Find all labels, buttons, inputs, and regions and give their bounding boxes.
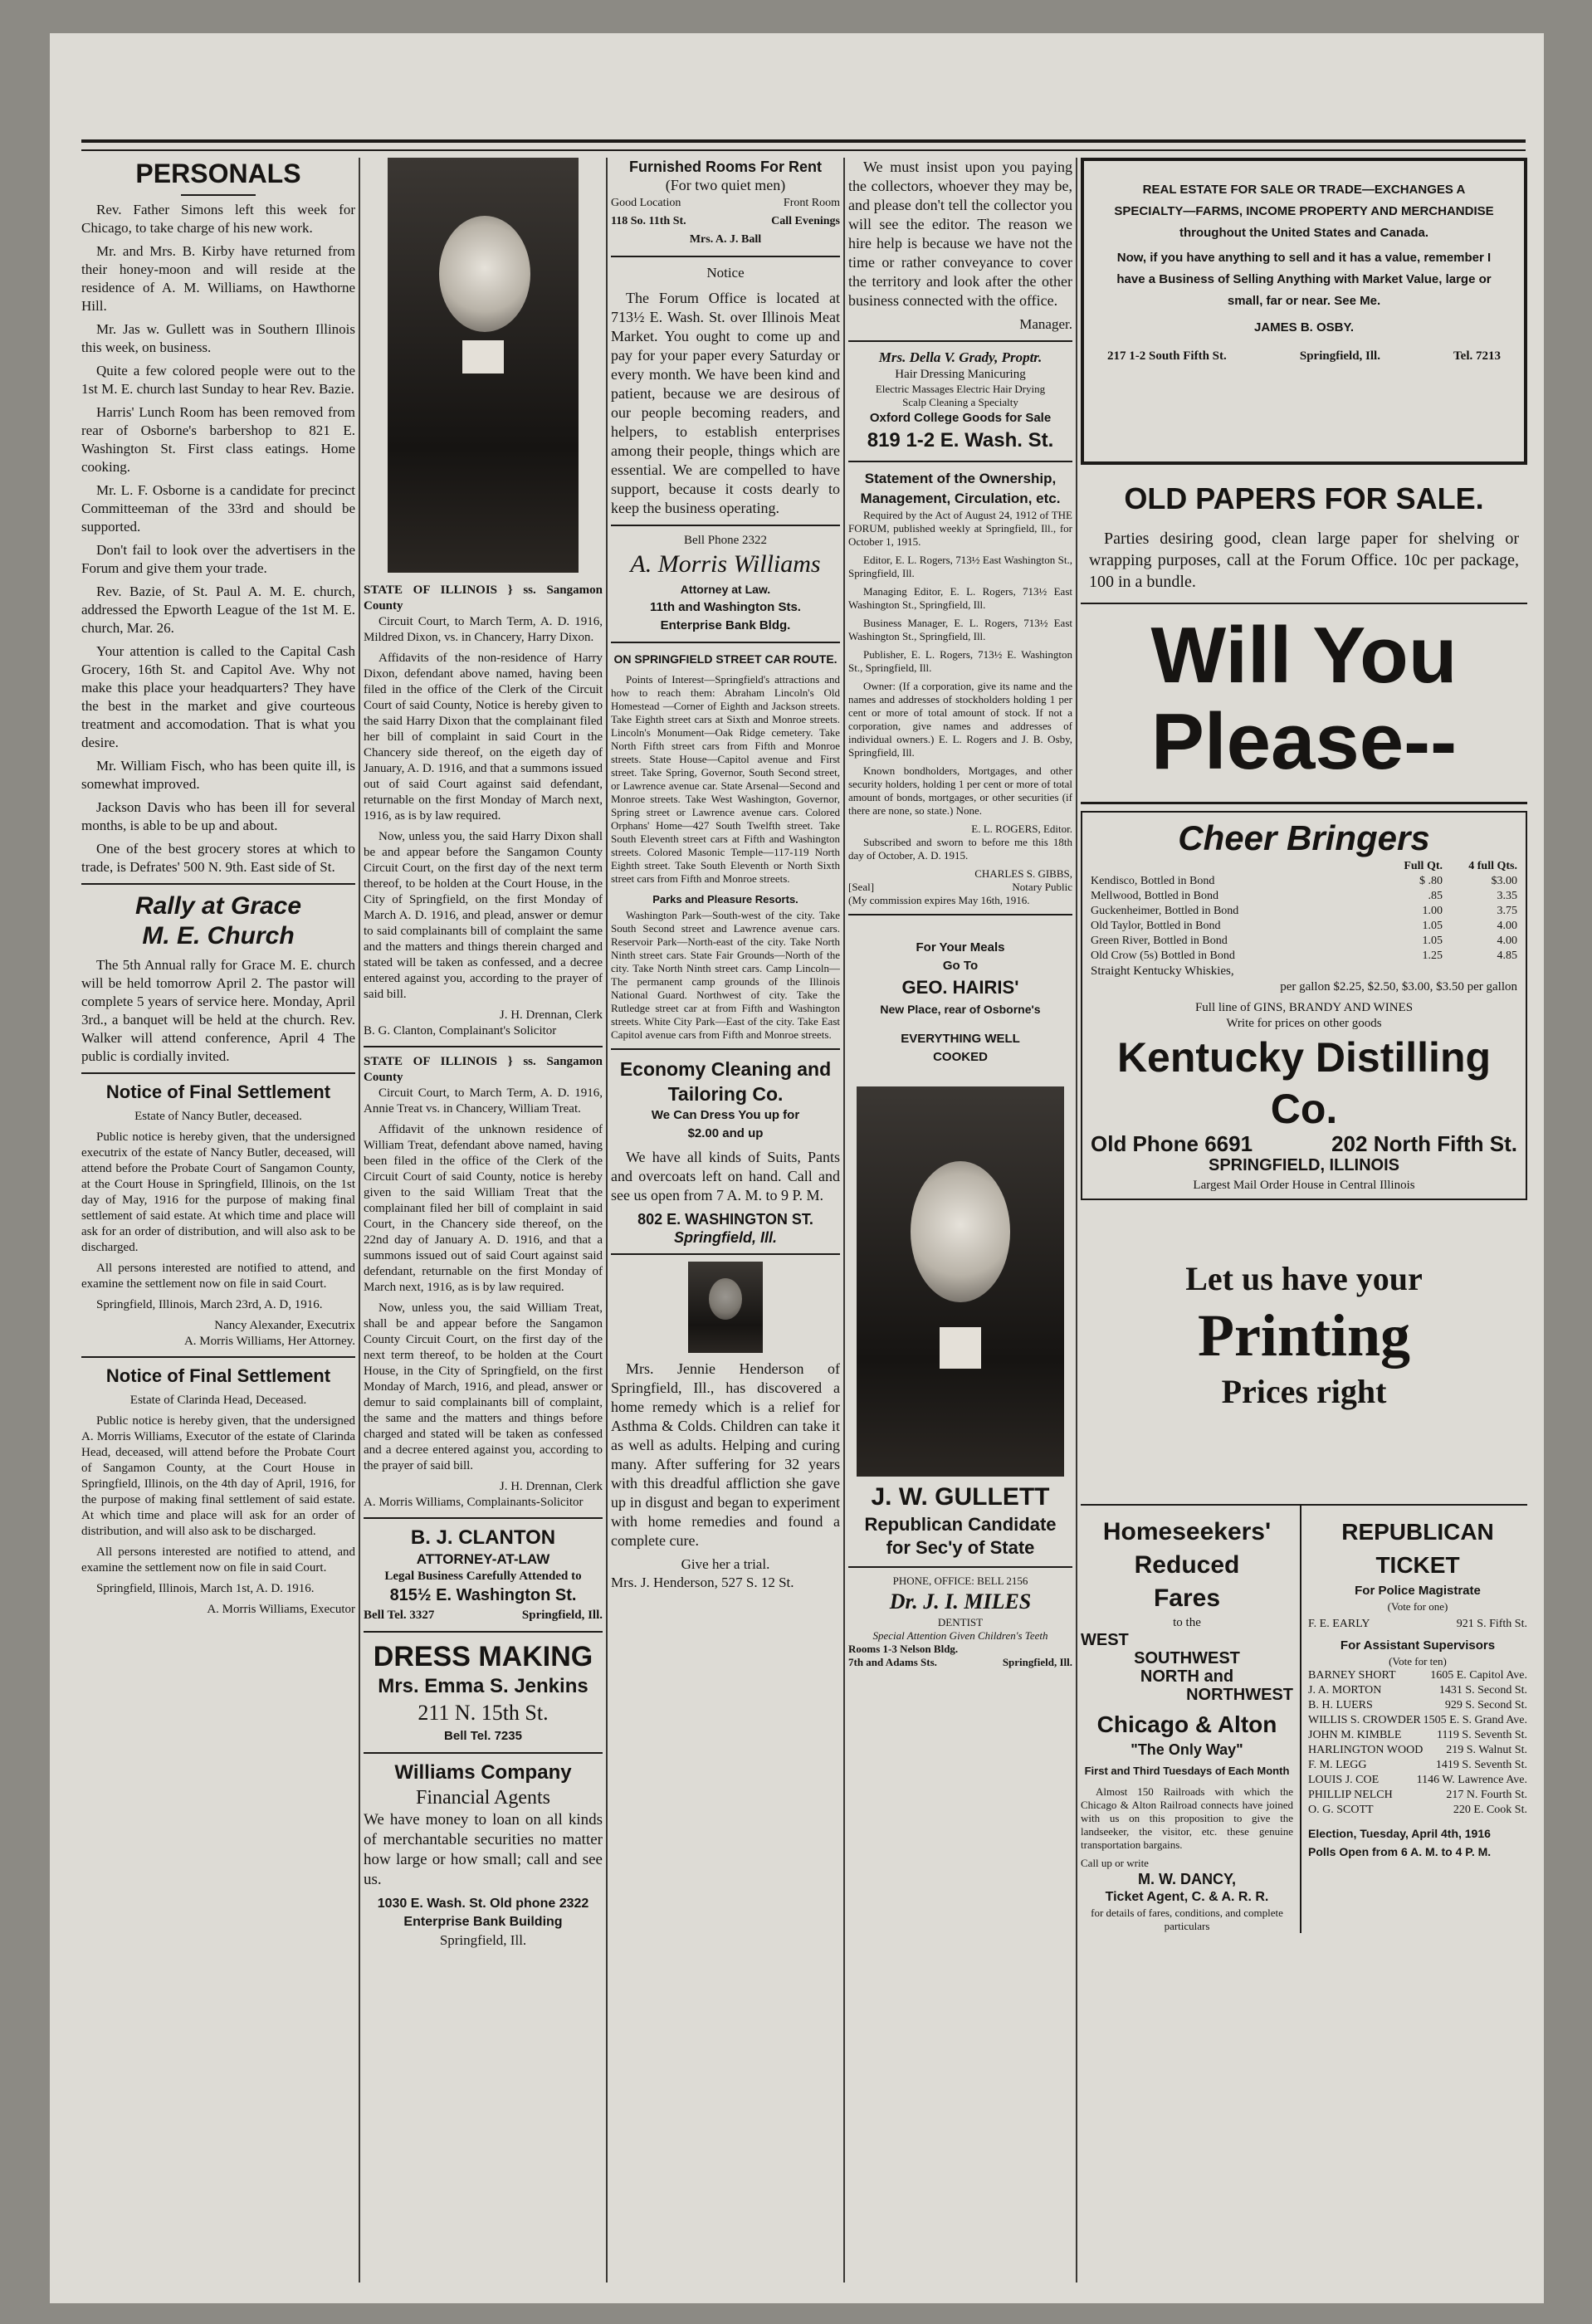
statement-item: Known bondholders, Mortgages, and other security holders, holding 1 per cent or more of total amount of bonds, mortgages, or other securities (if there are none, so state.) None.: [848, 764, 1072, 817]
personal-item: Mr. and Mrs. B. Kirby have returned from their honey-moon and will reside at the residence of A. M. Williams, on Hawthorne Hill.: [81, 243, 355, 314]
cheer-item-4qt: 4.85: [1497, 950, 1517, 962]
ky-contact: [1091, 1131, 1517, 1156]
statement-item: Owner: (If a corporation, give its name and the names and addresses of stockholders holding 1 per cent or more of total amount of stock. If not a corporation, give names and addresses of individual owners.) E. L. Rogers and J. B. Osby, Springfield, Ill.: [848, 680, 1072, 759]
notice-heading: Notice: [706, 265, 745, 281]
cheer-item-4qt: $3.00: [1491, 875, 1517, 887]
ticket-ad: [1301, 1506, 1527, 1933]
home-line-9: Chicago & Alton: [1096, 1711, 1277, 1737]
papers-text: Parties desiring good, clean large paper for shelving or wrapping purposes, call at the Forum Office. 10c per package, 100 in a bundle.: [1089, 530, 1519, 591]
miles-name: Dr. J. I. MILES: [889, 1589, 1032, 1614]
column-notices: [611, 158, 840, 2282]
clanton-city: Springfield, Ill.: [521, 1609, 603, 1622]
divider: [611, 256, 840, 257]
ticket-address: 1505 E. S. Grand Ave.: [1423, 1714, 1527, 1726]
ticket-heading: REPUBLICAN TICKET: [1341, 1519, 1494, 1578]
osby-address: 217 1-2 South Fifth St.: [1107, 349, 1227, 363]
ticket-row: [1308, 1803, 1527, 1818]
notice1-heading: Notice of Final Settlement: [105, 1081, 331, 1102]
rooms-call: Call Evenings: [771, 215, 840, 227]
grady-line-1: Hair Dressing Manicuring: [895, 368, 1026, 381]
statement-seal-row: [848, 881, 1072, 894]
legal1-text2: Now, unless you, the said Harry Dixon shall be and appear before the Sangamon County Circuit Court, on the first day of the next term thereof, to be holden at the Court House, in the City of Springfield, on the first Monday of March A. D. 1916, and plead, answer or demur to said complainants bill of complaint the same and the matters and things therein charged and stated will be taken as confessed, and a decree entered against you, according to the prayer of said bill.: [364, 830, 603, 1001]
ticket-polls: Polls Open from 6 A. M. to 4 P. M.: [1308, 1845, 1492, 1858]
statement-item: Managing Editor, E. L. Rogers, 713½ East Washington St., Springfield, Ill.: [848, 585, 1072, 611]
ticket-name: J. A. MORTON: [1308, 1684, 1382, 1697]
miles-line-1: Special Attention Given Children's Teeth: [872, 1629, 1048, 1642]
econ-heading-1: Economy Cleaning and: [619, 1058, 832, 1080]
legal2-text: Affidavit of the unknown residence of William Treat, defendant above named, having been filed in the office of the Clerk of the Circuit Court of said County, notice is hereby given to the said William Treat that the complainant filed her bill of complaint in said Court, in the Chancery side thereof, on the 22nd day of January A. D. 1916, and that a summons issued out of said Court against said defendant, returnable on the first Monday of March next, 1916, as is by law required.: [364, 1123, 603, 1294]
personal-item: Rev. Father Simons left this week for Chicago, to take charge of his new work.: [81, 202, 355, 236]
legal1-court: Circuit Court, to March Term, A. D. 1916, Mildred Dixon, vs. in Chancery, Harry Dixon.: [364, 615, 603, 644]
divider: [611, 642, 840, 643]
home-line-11: First and Third Tuesdays of Each Month: [1084, 1765, 1290, 1777]
wc-building: Enterprise Bank Building: [403, 1915, 563, 1929]
ticket-address: 1119 S. Seventh St.: [1436, 1729, 1527, 1741]
personal-item: Don't fail to look over the advertisers in the Forum and give them your trade.: [81, 542, 355, 576]
dress-address: 211 N. 15th St.: [418, 1701, 549, 1725]
henderson-sign: Mrs. J. Henderson, 527 S. 12 St.: [611, 1575, 794, 1590]
miles-row: [848, 1656, 1072, 1669]
parks-heading: Parks and Pleasure Resorts.: [652, 893, 798, 906]
clanton-title: ATTORNEY-AT-LAW: [416, 1551, 550, 1567]
rally-heading-1: Rally at Grace: [134, 892, 302, 920]
divider: [848, 340, 1072, 342]
osby-line-1: REAL ESTATE FOR SALE OR TRADE—EXCHANGES A SPECIALTY—FARMS, INCOME PROPERTY AND MERCHANDISE throughout the United States and Canada.: [1114, 183, 1494, 240]
ticket-sub-1: For Police Magistrate: [1355, 1584, 1481, 1598]
ticket-name: F. E. EARLY: [1308, 1618, 1370, 1630]
henderson-photo: [688, 1262, 763, 1353]
osby-city: Springfield, Ill.: [1299, 349, 1380, 363]
legal2-heading: STATE OF ILLINOIS } ss. Sangamon County: [364, 1055, 603, 1084]
legal2-text2: Now, unless you, the said William Treat, shall be and appear before the Sangamon County Circuit Court, on the first day of the next term thereof, to be holden at the Court House, in the City of Springfield, on the first Monday of March, 1916, and plead, answer or demur to said complainants bill of complaint, the same and the matters and things before charged and stated will be taken as confessed and a decree entered against you, according to the prayer of said bill.: [364, 1301, 603, 1472]
legal2-sign1: J. H. Drennan, Clerk: [499, 1480, 603, 1493]
home-name: M. W. DANCY,: [1137, 1871, 1236, 1887]
ticket-row: [1308, 1617, 1527, 1632]
rooms-name: Mrs. A. J. Ball: [689, 233, 762, 246]
route-text: Points of Interest—Springfield's attractions and how to reach them: Abraham Lincoln's Old Homestead —Corner of Eighth and Jackson streets. Take Eighth street cars at Sixth and Monroe streets. Lincoln's Monument—Oak Ridge cemetery. Take North Fifth street cars from Fifth and Monroe streets. State House—Capitol avenue and First street. Take Spring, Governor, South Second street, or Lawrence avenue car. State Arsenal—Second and Monroe streets. Take West Washington, Governor, Spring street or Lawrence avenue cars. Colored Orphans' Home—427 South Twelfth street. Take South Eleventh street cars at Fifth and Washington streets. Colored Masonic Temple—117-119 North Eighth street. Take South Eleventh or North Sixth street cars from Fifth and Monroe streets.: [611, 673, 840, 885]
notice2-sign: A. Morris Williams, Executor: [207, 1603, 355, 1616]
grady-line-3: Scalp Cleaning a Specialty: [902, 396, 1018, 408]
legal2-sign2: A. Morris Williams, Complainants-Solicitor: [364, 1496, 584, 1509]
notice2-text2: All persons interested are notified to attend, and examine the settlement now on file in said Court.: [81, 1545, 355, 1575]
cheer-item-name: Green River, Bottled in Bond: [1091, 935, 1228, 947]
home-line-5: WEST: [1081, 1631, 1129, 1649]
legal1-text: Affidavits of the non-residence of Harry Dixon, defendant above named, having been filed in the office of the Clerk of the Circuit Court of said County, Notice is hereby given to the said Harry Dixon that the complainant filed her bill of complaint in said Court in the Chancery side thereof, on the eigeth day of January, A. D. 1916, and that a summons issued out of said Court against said defendant, returnable on the first Monday of March next, 1916, as is by law required.: [364, 652, 603, 823]
clanton-tel: Bell Tel. 3327: [364, 1609, 435, 1622]
statement-sign-1: E. L. ROGERS, Editor.: [971, 823, 1072, 835]
column-rule: [606, 158, 608, 2282]
print-line-3: Prices right: [1221, 1373, 1387, 1410]
amw-address: 11th and Washington Sts.: [650, 600, 801, 614]
miles-line-3: 7th and Adams Sts.: [848, 1656, 937, 1668]
henderson-text: Mrs. Jennie Henderson of Springfield, Ill., has discovered a home remedy which is a relief for Asthma & Colds. Children can take it as well as adults. Helping and curing many. After suffering for 32 years with this dreadful affliction she gave up in disgust and began to experiment with home remedies and found a complete cure.: [611, 1360, 840, 1549]
home-line-10: "The Only Way": [1131, 1741, 1243, 1758]
divider: [81, 883, 355, 885]
statement-sworn: Subscribed and sworn to before me this 18th day of October, A. D. 1915.: [848, 836, 1072, 862]
osby-tel: Tel. 7213: [1453, 349, 1501, 363]
ticket-address: 219 S. Walnut St.: [1446, 1744, 1527, 1756]
wc-heading-2: Financial Agents: [416, 1787, 550, 1809]
personal-item: Mr. L. F. Osborne is a candidate for precinct Committeeman of the 33rd and should be supported.: [81, 482, 355, 535]
ticket-row: [1308, 1773, 1527, 1788]
osby-contact: [1107, 347, 1501, 365]
route-heading: ON SPRINGFIELD STREET CAR ROUTE.: [613, 652, 838, 666]
ticket-name: O. G. SCOTT: [1308, 1804, 1374, 1816]
statement-item: Required by the Act of August 24, 1912 of THE FORUM, published weekly at Springfield, Ill., for October 1, 1915.: [848, 509, 1072, 548]
home-fares: for details of fares, conditions, and complete particulars: [1091, 1907, 1283, 1932]
meals-line-4: EVERYTHING WELL: [901, 1032, 1020, 1046]
cheer-item-qt: $ .80: [1419, 875, 1443, 887]
home-text: Almost 150 Railroads with which the Chicago & Alton Railroad connects have joined with us on this proposition to give the landseeker, the visitor, etc. these genuine transportation bargains.: [1081, 1785, 1293, 1851]
ky-address: 202 North Fifth St.: [1331, 1131, 1517, 1156]
dress-heading: DRESS MAKING: [373, 1641, 593, 1672]
collect-text: We must insist upon you paying the collectors, whoever they may be, and please don't tell the collector you will see the editor. The reason we hire help is because we have not the time or rather conveyance to cover the territory and look after the other business connected with the office.: [848, 159, 1072, 309]
clanton-line: Legal Business Carefully Attended to: [384, 1570, 582, 1583]
cheer-item-4qt: 4.00: [1497, 935, 1517, 947]
rooms-line-2: [611, 212, 840, 231]
ticket-row: [1308, 1713, 1527, 1728]
legal1-sign2: B. G. Clanton, Complainant's Solicitor: [364, 1024, 557, 1038]
parks-text: Washington Park—South-west of the city. Take South Second street and Lawrence avenue cars. Reservoir Park—North-east of the city. Take North Ninth street cars. State Fair Grounds—North of the city. Take North Ninth street cars. Camp Lincoln—The permanent camp grounds of the Illinois National Guard. Northwest of city. Take the Rutledge street car at from Fifth and Washington streets. White City Park—East of the city. Take East Capitol avenue cars from Fifth and Monroe streets.: [611, 909, 840, 1041]
notice2-date: Springfield, Illinois, March 1st, A. D. 1916.: [96, 1582, 315, 1595]
home-line-2: Reduced: [1134, 1551, 1240, 1579]
ticket-row: [1308, 1698, 1527, 1713]
meals-name: GEO. HAIRIS': [901, 977, 1019, 998]
cheer-gins: Full line of GINS, BRANDY AND WINES: [1194, 1001, 1414, 1014]
cheer-item-qt: 1.25: [1422, 950, 1443, 962]
osby-line-2: Now, if you have anything to sell and it has a value, remember I have a Business of Selling Anything with Market Value, large or small, far or near. See Me.: [1116, 251, 1492, 308]
divider: [848, 1566, 1072, 1568]
divider: [81, 1356, 355, 1358]
home-line-3: Fares: [1153, 1584, 1221, 1612]
cheer-ad: [1081, 811, 1527, 1200]
cheer-item-name: Old Taylor, Bottled in Bond: [1091, 920, 1221, 932]
cheer-row: [1091, 934, 1517, 949]
statement-item: Business Manager, E. L. Rogers, 713½ East Washington St., Springfield, Ill.: [848, 617, 1072, 642]
cheer-straight: Straight Kentucky Whiskies,: [1091, 964, 1234, 978]
portrait-photo: [388, 158, 579, 573]
rooms-sub: (For two quiet men): [665, 177, 786, 193]
personal-item: Rev. Bazie, of St. Paul A. M. E. church, addressed the Epworth League of the 1st M. E. church, Mar. 26.: [81, 583, 355, 636]
cheer-row: [1091, 874, 1517, 889]
econ-address: 802 E. WASHINGTON ST.: [637, 1211, 813, 1228]
wc-address: 1030 E. Wash. St. Old phone 2322: [377, 1897, 589, 1911]
please: Please--: [1150, 697, 1458, 786]
ticket-name: HARLINGTON WOOD: [1308, 1744, 1424, 1756]
notice2-text: Public notice is hereby given, that the undersigned A. Morris Williams, Executor of the estate of Clarinda Head, deceased, will attend before the Probate Court of Sangamon County, at the Court House in Springfield, Illinois, on the 4th day of April, 1916, for the purpose of making final settlement of said estate. At which time and place will ask for an order of distribution, and will also ask to be discharged.: [81, 1414, 355, 1538]
personal-item: Jackson Davis who has been ill for several months, is able to be up and about.: [81, 799, 355, 833]
ky-city: SPRINGFIELD, ILLINOIS: [1208, 1156, 1399, 1174]
econ-city: Springfield, Ill.: [673, 1229, 777, 1246]
print-line-1: Let us have your: [1185, 1260, 1423, 1297]
statement-expires: (My commission expires May 16th, 1916.: [848, 894, 1030, 906]
personals-list: [81, 201, 355, 876]
divider: [611, 1048, 840, 1050]
meals-line-5: COOKED: [933, 1050, 988, 1064]
cheer-row: [1091, 889, 1517, 904]
ticket-list: [1308, 1668, 1527, 1818]
miles-line-2: Rooms 1-3 Nelson Bldg.: [848, 1643, 959, 1655]
ky-phone: Old Phone 6691: [1091, 1131, 1253, 1156]
personal-item: One of the best grocery stores at which to trade, is Defrates' 500 N. 9th. East side of St.: [81, 841, 355, 875]
miles-phone: PHONE, OFFICE: BELL 2156: [892, 1575, 1028, 1587]
cheer-item-4qt: 3.35: [1497, 890, 1517, 902]
bottom-ads: [1081, 1504, 1527, 1933]
rooms-location: Good Location: [611, 197, 681, 209]
personal-item: Harris' Lunch Room has been removed from rear of Osborne's barbershop to 821 E. Washington St. First class eatings. Home cooking.: [81, 404, 355, 475]
personal-item: Quite a few colored people were out to the 1st M. E. church last Sunday to hear Rev. Bazie.: [81, 363, 355, 397]
statement-item: Publisher, E. L. Rogers, 713½ E. Washington St., Springfield, Ill.: [848, 648, 1072, 674]
meals-line-1: For Your Meals: [916, 940, 1005, 954]
ticket-row: [1308, 1683, 1527, 1698]
cheer-item-name: Old Crow (5s) Bottled in Bond: [1091, 950, 1235, 962]
divider: [364, 1046, 603, 1047]
grady-address: 819 1-2 E. Wash. St.: [867, 429, 1054, 452]
legal1-sign1: J. H. Drennan, Clerk: [499, 1008, 603, 1022]
grady-line-2: Electric Massages Electric Hair Drying: [875, 383, 1046, 395]
notice1-sign2: A. Morris Williams, Her Attorney.: [183, 1335, 355, 1348]
home-line-7: NORTH and: [1140, 1667, 1234, 1686]
cheer-item-qt: .85: [1428, 890, 1443, 902]
wc-heading-1: Williams Company: [394, 1761, 572, 1784]
ticket-sub-2: For Assistant Supervisors: [1340, 1638, 1496, 1653]
ticket-address: 929 S. Second St.: [1444, 1699, 1527, 1711]
clanton-name: B. J. CLANTON: [410, 1526, 556, 1549]
gullett-face: [911, 1161, 1010, 1302]
notice-text: The Forum Office is located at 713½ E. Wash. St. over Illinois Meat Market. You ought to come up and pay for your paper every Saturday or every month. We have been kind and patient, because we are desirous of our people becoming readers, and helpers, to establish enterprises among their people, things which are essential. We are compelled to have support, because it costs dearly to keep the business operating.: [611, 290, 840, 516]
amw-building: Enterprise Bank Bldg.: [660, 618, 791, 632]
dress-name: Mrs. Emma S. Jenkins: [378, 1675, 588, 1697]
ticket-address: 1419 S. Seventh St.: [1435, 1759, 1527, 1771]
divider: [848, 914, 1072, 915]
econ-sub-2: $2.00 and up: [687, 1126, 764, 1140]
henderson-face: [709, 1278, 742, 1320]
dress-tel: Bell Tel. 7235: [444, 1729, 522, 1743]
divider: [1081, 603, 1527, 604]
grady-name: Mrs. Della V. Grady, Proptr.: [878, 349, 1043, 365]
grady-line-4: Oxford College Goods for Sale: [869, 411, 1052, 425]
cheer-item-name: Kendisco, Bottled in Bond: [1091, 875, 1215, 887]
rooms-front: Front Room: [783, 197, 840, 209]
ticket-name: PHILLIP NELCH: [1308, 1789, 1393, 1801]
cheer-gallon: per gallon $2.25, $2.50, $3.00, $3.50 per gallon: [1280, 980, 1517, 994]
notice1-sign1: Nancy Alexander, Executrix: [214, 1319, 355, 1332]
ticket-row: [1308, 1668, 1527, 1683]
personals-heading: PERSONALS: [135, 159, 301, 188]
ticket-address: 220 E. Cook St.: [1453, 1804, 1527, 1816]
notice1-date: Springfield, Illinois, March 23rd, A. D, 1916.: [96, 1298, 323, 1311]
statement-sign-2: CHARLES S. GIBBS,: [974, 867, 1072, 880]
home-agent: Ticket Agent, C. & A. R. R.: [1105, 1890, 1269, 1904]
ticket-address: 1605 E. Capitol Ave.: [1430, 1669, 1527, 1682]
personal-item: Mr. Jas w. Gullett was in Southern Illinois this week, on business.: [81, 321, 355, 355]
gullett-collar: [940, 1327, 981, 1369]
osby-name: JAMES B. OSBY.: [1253, 320, 1355, 334]
home-line-6: SOUTHWEST: [1134, 1649, 1240, 1667]
wc-text: We have money to loan on all kinds of merchantable securities no matter how large or how small; call and see us.: [364, 1811, 603, 1888]
homeseekers-ad: [1081, 1506, 1301, 1933]
miles-city: Springfield, Ill.: [1002, 1656, 1072, 1668]
clanton-address: 815½ E. Washington St.: [389, 1586, 577, 1604]
notice2-heading: Notice of Final Settlement: [105, 1365, 331, 1386]
home-line-4: to the: [1173, 1616, 1201, 1629]
ticket-address: 1146 W. Lawrence Ave.: [1416, 1774, 1527, 1786]
ticket-row: [1308, 1758, 1527, 1773]
ky-name: Kentucky Distilling Co.: [1116, 1034, 1492, 1132]
cheer-item-4qt: 4.00: [1497, 920, 1517, 932]
cheer-item-qt: 1.05: [1422, 935, 1443, 947]
portrait-face: [439, 216, 530, 332]
notice1-estate: Estate of Nancy Butler, deceased.: [134, 1110, 302, 1123]
column-rule: [1076, 158, 1077, 2282]
column-ads: [848, 158, 1072, 2282]
cheer-row: [1091, 919, 1517, 934]
legal2-court: Circuit Court, to March Term, A. D. 1916, Annie Treat vs. in Chancery, William Treat.: [364, 1086, 603, 1116]
miles-title: DENTIST: [937, 1616, 984, 1628]
cheer-price-list: [1091, 874, 1517, 964]
cheer-item-4qt: 3.75: [1497, 905, 1517, 917]
divider: [611, 525, 840, 526]
ticket-address: 217 N. Fourth St.: [1446, 1789, 1527, 1801]
portrait-collar: [462, 340, 504, 374]
divider: [364, 1517, 603, 1519]
ticket-vote-1: (Vote for one): [1387, 1600, 1448, 1613]
ticket-vote-2: (Vote for ten): [1389, 1655, 1447, 1667]
notice1-text: Public notice is hereby given, that the undersigned executrix of the estate of Nancy Butler, deceased, will attend before the Probate Court of Sangamon County, at the Court House in Springfield, Illinois, on the 1st day of May, 1916 for the purpose of making final settlement of said estate. At which time and place will ask for an order of distribution, and will also ask to be discharged.: [81, 1130, 355, 1254]
divider: [364, 1752, 603, 1754]
cheer-row: [1091, 949, 1517, 964]
osby-ad: [1081, 158, 1527, 465]
gullett-line-1: Republican Candidate: [864, 1514, 1057, 1535]
home-call: Call up or write: [1081, 1857, 1149, 1869]
ticket-address: 1431 S. Second St.: [1438, 1684, 1527, 1697]
gullett-name: J. W. GULLETT: [871, 1483, 1050, 1511]
ticket-name: LOUIS J. COE: [1308, 1774, 1380, 1786]
econ-text: We have all kinds of Suits, Pants and overcoats left on hand. Call and see us open from 7 A. M. to 9 P. M.: [611, 1149, 840, 1204]
statement-heading: Statement of the Ownership, Management, Circulation, etc.: [860, 471, 1061, 506]
personal-item: Your attention is called to the Capital Cash Grocery, 16th St. and Capitol Ave. Why not make this place your headquarters? They have the best in the market and give courteous treatment and accomodation. That is what you desire.: [81, 643, 355, 750]
clanton-contact: [364, 1606, 603, 1624]
divider: [81, 1072, 355, 1074]
ticket-row: [1308, 1743, 1527, 1758]
ticket-address: 921 S. Fifth St.: [1456, 1618, 1527, 1630]
amw-phone: Bell Phone 2322: [684, 534, 767, 547]
legal1-heading: STATE OF ILLINOIS } ss. Sangamon County: [364, 583, 603, 613]
rally-heading-2: M. E. Church: [142, 922, 295, 950]
notice2-estate: Estate of Clarinda Head, Deceased.: [129, 1394, 307, 1407]
rooms-line-1: [611, 194, 840, 212]
econ-heading-2: Tailoring Co.: [667, 1083, 784, 1105]
rooms-address: 118 So. 11th St.: [611, 215, 686, 227]
column-personals: [81, 158, 355, 2282]
newspaper-page: [50, 33, 1544, 2303]
divider: [181, 194, 256, 196]
henderson-trial: Give her a trial.: [681, 1556, 770, 1572]
gullett-photo: [857, 1086, 1064, 1477]
ticket-row: [1308, 1788, 1527, 1803]
ticket-name: F. M. LEGG: [1308, 1759, 1367, 1771]
ky-tag: Largest Mail Order House in Central Illinois: [1193, 1179, 1415, 1192]
cheer-item-name: Mellwood, Bottled in Bond: [1091, 890, 1218, 902]
cheer-item-qt: 1.00: [1422, 905, 1443, 917]
ticket-name: WILLIS S. CROWDER: [1308, 1714, 1421, 1726]
statement-list: [848, 509, 1072, 818]
meals-line-2: Go To: [942, 959, 979, 973]
cheer-item-name: Guckenheimer, Bottled in Bond: [1091, 905, 1239, 917]
cheer-col-header: [1091, 859, 1517, 874]
will-you: Will You: [1150, 611, 1458, 700]
personal-item: Mr. William Fisch, who has been quite ill, is somewhat improved.: [81, 758, 355, 792]
column-rule: [359, 158, 360, 2282]
rooms-heading: Furnished Rooms For Rent: [628, 159, 822, 175]
cheer-col-2: 4 full Qts.: [1468, 860, 1517, 872]
notice1-text2: All persons interested are notified to attend, and examine the settlement now on file in said Court.: [81, 1262, 355, 1291]
ticket-row: [1308, 1728, 1527, 1743]
wc-city: Springfield, Ill.: [439, 1932, 527, 1948]
divider: [611, 1253, 840, 1255]
cheer-col-1: Full Qt.: [1404, 860, 1443, 872]
amw-name: A. Morris Williams: [630, 550, 821, 578]
collect-sign: Manager.: [1019, 316, 1072, 332]
ticket-name: B. H. LUERS: [1308, 1699, 1373, 1711]
gullett-line-2: for Sec'y of State: [886, 1537, 1035, 1558]
ticket-name: JOHN M. KIMBLE: [1308, 1729, 1402, 1741]
top-rule: [81, 139, 1526, 151]
column-rule: [843, 158, 845, 2282]
cheer-write: Write for prices on other goods: [1226, 1017, 1382, 1030]
home-line-8: NORTHWEST: [1186, 1686, 1293, 1704]
statement-item: Editor, E. L. Rogers, 713½ East Washington St., Springfield, Ill.: [848, 554, 1072, 579]
cheer-heading: Cheer Bringers: [1178, 818, 1430, 857]
amw-title: Attorney at Law.: [680, 583, 771, 596]
econ-sub-1: We Can Dress You up for: [651, 1108, 800, 1122]
meals-line-3: New Place, rear of Osborne's: [880, 1003, 1041, 1016]
divider: [364, 1631, 603, 1633]
cheer-item-qt: 1.05: [1422, 920, 1443, 932]
ticket-name: BARNEY SHORT: [1308, 1669, 1396, 1682]
ticket-election: Election, Tuesday, April 4th, 1916: [1308, 1827, 1491, 1840]
divider: [1081, 802, 1527, 804]
papers-heading: OLD PAPERS FOR SALE.: [1124, 481, 1484, 515]
print-line-2: Printing: [1197, 1302, 1410, 1369]
statement-notary: Notary Public: [1012, 881, 1072, 893]
column-legal: [364, 158, 603, 2282]
rally-text: The 5th Annual rally for Grace M. E. church will be held tomorrow April 2. The pastor will complete 5 years of service here. Monday, April 3rd., a banquet will be held at the church. Rev. Walker will attend conference, April 4 The public is cordially invited.: [81, 957, 355, 1064]
home-line-1: Homeseekers': [1102, 1518, 1272, 1545]
column-display-ads: [1081, 158, 1527, 2282]
statement-seal: [Seal]: [848, 881, 875, 893]
cheer-row: [1091, 904, 1517, 919]
divider: [848, 461, 1072, 462]
